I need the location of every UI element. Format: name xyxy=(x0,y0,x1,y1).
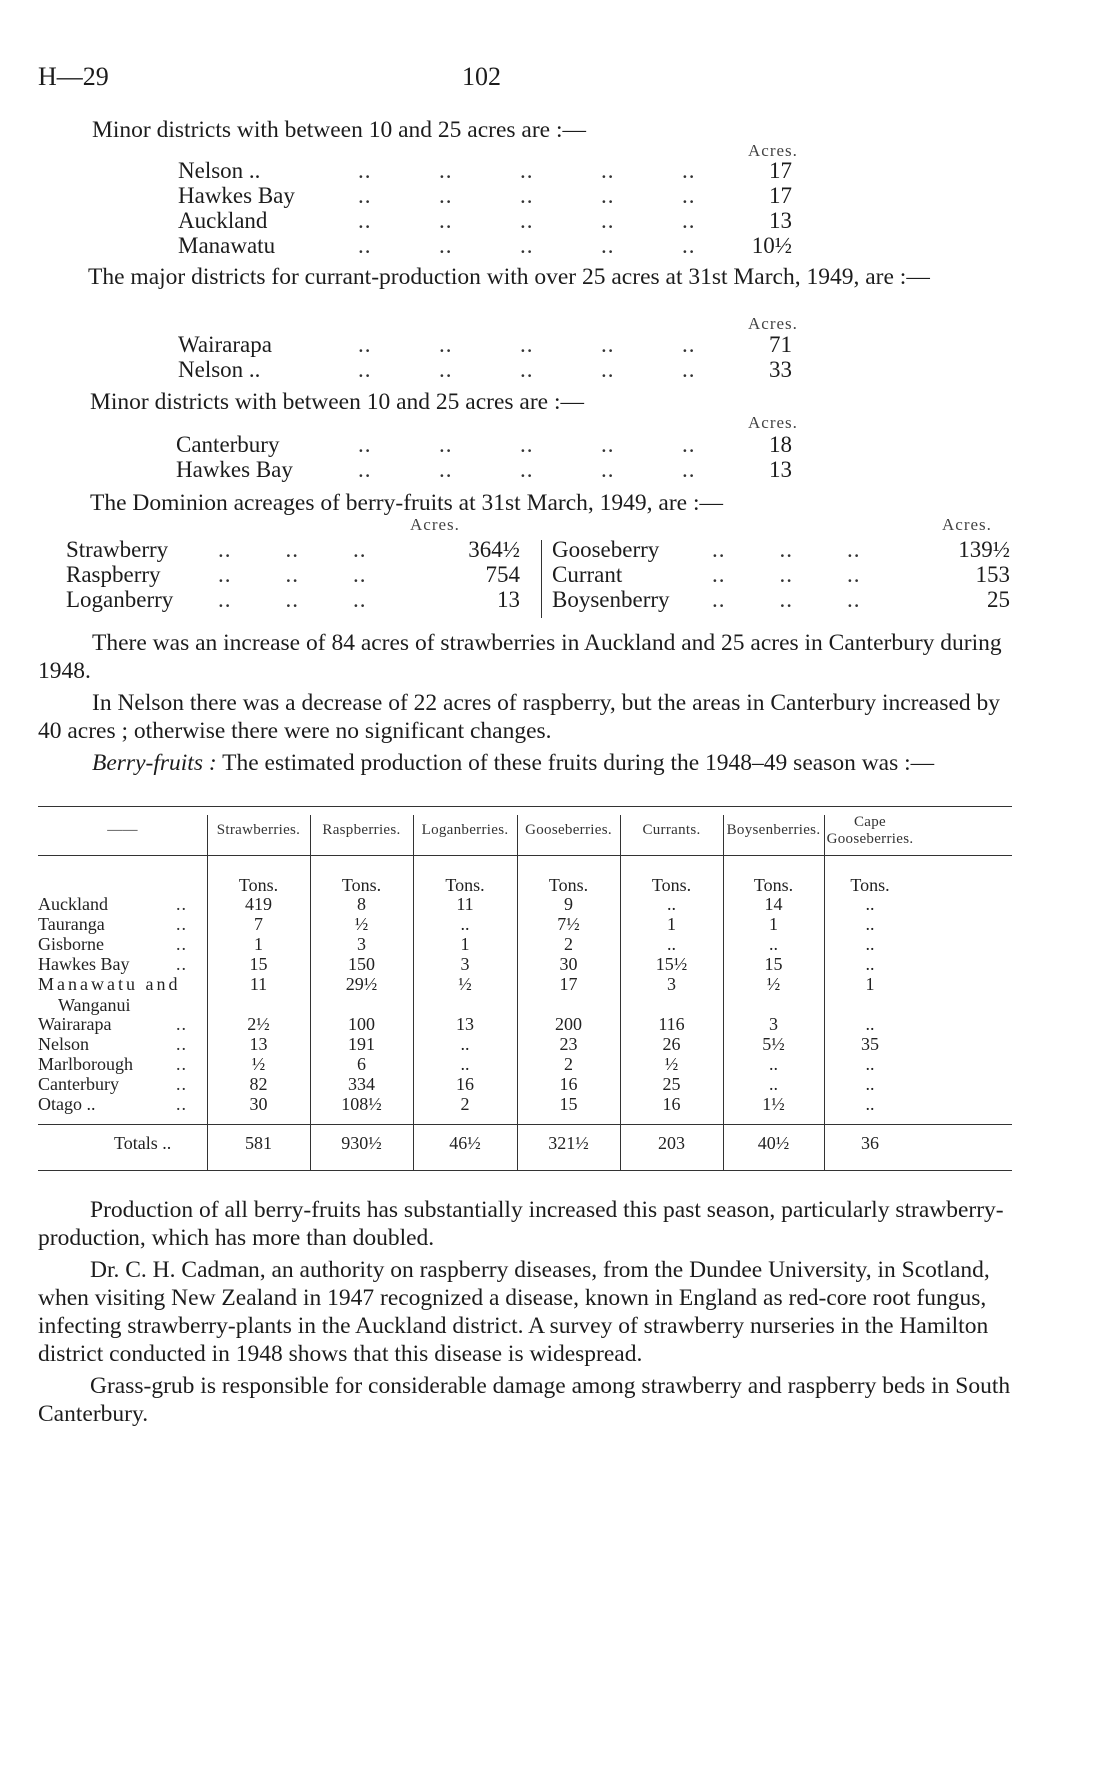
table-cell: .. xyxy=(769,934,778,954)
unit-label: Tons. xyxy=(238,875,279,895)
district-row xyxy=(178,357,818,384)
table-cell: .. xyxy=(460,1054,470,1074)
district-row xyxy=(178,183,818,210)
table-cell: 26 xyxy=(662,1034,681,1054)
district-name: Nelson .. xyxy=(178,357,261,382)
table-cell: 2 xyxy=(564,934,573,954)
district-name: Hawkes Bay xyxy=(176,457,293,482)
table-cell: 3 xyxy=(667,974,676,994)
table-cell: 11 xyxy=(456,894,474,914)
leader-dots: .. xyxy=(176,1014,187,1034)
section-intro: The major districts for currant-production with over 25 acres at 31st March, 1949, are :— xyxy=(88,264,930,290)
unit-heading-right: Acres. xyxy=(942,515,992,534)
district-name: Otago .. xyxy=(38,1094,96,1114)
page-number: 102 xyxy=(462,62,501,91)
acreage-row xyxy=(66,562,520,589)
report-code: H—29 xyxy=(38,62,109,91)
district-value: 18 xyxy=(769,432,792,457)
leader-dots: .. xyxy=(176,1074,187,1094)
leader-dots: .. xyxy=(176,934,187,954)
table-cell: 29½ xyxy=(345,974,378,994)
fruit-acres: 139½ xyxy=(958,537,1010,562)
district-value: 17 xyxy=(769,158,792,183)
fruit-name: Gooseberry xyxy=(552,537,660,562)
table-cell: 16 xyxy=(559,1074,578,1094)
unit-heading: Acres. xyxy=(748,314,798,333)
table-cell: .. xyxy=(865,954,875,974)
table-cell: 1 xyxy=(667,914,676,934)
table-cell: .. xyxy=(865,1094,875,1114)
table-cell: 3 xyxy=(769,1014,778,1034)
fruit-name: Boysenberry xyxy=(552,587,670,612)
unit-label: Tons. xyxy=(850,875,890,895)
leader-dots: .. .. .. .. .. xyxy=(358,332,696,357)
table-cell: ½ xyxy=(458,974,472,994)
leader-dots: .. .. .. .. .. xyxy=(358,357,696,382)
table-cell: 11 xyxy=(249,974,268,994)
table-cell: ½ xyxy=(251,1054,266,1074)
table-cell: 3 xyxy=(357,934,366,954)
table-cell: .. xyxy=(865,1014,875,1034)
table-cell: .. xyxy=(667,934,676,954)
column-header: Loganberries. xyxy=(421,822,509,838)
district-name: Marlborough xyxy=(38,1054,133,1074)
table-cell: .. xyxy=(865,1054,875,1074)
column-header: Boysenberries. xyxy=(726,822,821,838)
district-name: Wairarapa xyxy=(178,332,272,357)
total-cell: 581 xyxy=(245,1133,272,1153)
table-cell: 7 xyxy=(254,914,263,934)
district-row xyxy=(178,332,818,359)
table-cell: 13 xyxy=(456,1014,474,1034)
fruit-name: Raspberry xyxy=(66,562,161,587)
column-divider xyxy=(824,815,825,1170)
column-header: Gooseberries. xyxy=(525,822,612,838)
fruit-name: Currant xyxy=(552,562,623,587)
table-cell: .. xyxy=(769,1074,778,1094)
total-cell: 930½ xyxy=(341,1133,382,1153)
district-value: 17 xyxy=(769,183,792,208)
total-cell: 203 xyxy=(658,1133,685,1153)
totals-label: Totals .. xyxy=(114,1133,172,1153)
table-cell: 2½ xyxy=(247,1014,270,1034)
leader-dots: .. .. .. .. .. xyxy=(358,208,696,233)
table-cell: .. xyxy=(865,1074,875,1094)
district-name: Hawkes Bay xyxy=(178,183,295,208)
table-cell: ½ xyxy=(766,974,781,994)
column-header: Strawberries. xyxy=(216,822,301,838)
table-cell: 30 xyxy=(559,954,578,974)
district-row xyxy=(176,432,818,459)
dominion-intro: The Dominion acreages of berry-fruits at 31st March, 1949, are :— xyxy=(90,490,723,516)
fruit-acres: 13 xyxy=(497,587,520,612)
total-cell: 321½ xyxy=(548,1133,589,1153)
leader-dots: .. xyxy=(176,1094,187,1114)
leader-dots: .. .. .. .. .. xyxy=(358,183,696,208)
table-cell: 1 xyxy=(865,974,875,994)
paragraph: Grass-grub is responsible for considerable damage among strawberry and raspberry beds in South Canterbury. xyxy=(38,1373,1011,1427)
unit-heading: Acres. xyxy=(748,413,798,432)
table-cell: 1 xyxy=(769,914,778,934)
table-cell: 334 xyxy=(348,1074,375,1094)
section-intro: Minor districts with between 10 and 25 acres are :— xyxy=(92,117,587,143)
table-cell: .. xyxy=(460,914,470,934)
table-cell: 200 xyxy=(555,1014,582,1034)
district-row xyxy=(178,208,818,235)
table-top-rule xyxy=(38,806,1012,807)
table-cell: 1½ xyxy=(762,1094,785,1114)
district-name: Auckland xyxy=(178,208,268,233)
district-value: 13 xyxy=(769,208,792,233)
table-cell: 1 xyxy=(460,934,470,954)
leader-dots: .. .. .. xyxy=(218,562,367,587)
fruit-acres: 754 xyxy=(485,562,520,587)
table-cell: 15 xyxy=(764,954,783,974)
table-cell: 8 xyxy=(357,894,366,914)
paragraph-text: The estimated production of these fruits during the 1948–49 season was :— xyxy=(222,750,935,776)
table-cell: 14 xyxy=(764,894,783,914)
acreage-row xyxy=(552,537,1010,564)
table-cell: 16 xyxy=(456,1074,474,1094)
table-cell: .. xyxy=(667,894,676,914)
acreage-row xyxy=(66,587,520,614)
district-row xyxy=(176,457,818,484)
table-cell: 13 xyxy=(249,1034,268,1054)
fruit-acres: 25 xyxy=(987,587,1010,612)
unit-label: Tons. xyxy=(445,875,485,895)
unit-heading-left: Acres. xyxy=(410,515,460,534)
leader-dots: .. .. .. xyxy=(712,562,861,587)
district-name: Manawatu xyxy=(178,233,276,258)
paragraph: Dr. C. H. Cadman, an authority on raspberry diseases, from the Dundee University, in Scotland, when visiting New Zealand in 1947 recognized a disease, known in England as red-core root fungus, infecting strawberry-plants in the Auckland district. A survey of strawberry nurseries in the Hamilton district conducted in 1948 shows that this disease is widespread. xyxy=(38,1257,990,1367)
leader-dots: .. .. .. xyxy=(712,587,861,612)
table-cell: 2 xyxy=(564,1054,573,1074)
district-name: Nelson .. xyxy=(178,158,261,183)
table-bottom-rule xyxy=(38,1170,1012,1171)
table-cell: .. xyxy=(769,1054,778,1074)
table-cell: 15 xyxy=(249,954,268,974)
district-name: Canterbury xyxy=(176,432,280,457)
table-cell: 23 xyxy=(559,1034,578,1054)
table-cell: 9 xyxy=(564,894,573,914)
paragraph: Production of all berry-fruits has substantially increased this past season, particularly strawberry-production, which has more than doubled. xyxy=(38,1197,1004,1251)
column-header: Raspberries. xyxy=(322,822,401,838)
leader-dots: .. .. .. xyxy=(218,587,367,612)
table-cell: 35 xyxy=(861,1034,879,1054)
table-cell: 30 xyxy=(249,1094,268,1114)
table-cell: 16 xyxy=(662,1094,681,1114)
unit-label: Tons. xyxy=(548,875,589,895)
leader-dots: .. xyxy=(176,1054,187,1074)
district-name: Nelson xyxy=(38,1034,89,1054)
table-cell: .. xyxy=(865,914,875,934)
table-cell: 108½ xyxy=(341,1094,382,1114)
table-cell: .. xyxy=(865,894,875,914)
district-value: 10½ xyxy=(751,233,792,258)
district-value: 13 xyxy=(769,457,792,482)
district-name: Wairarapa xyxy=(38,1014,112,1034)
district-name: Canterbury xyxy=(38,1074,119,1094)
table-cell: 2 xyxy=(460,1094,470,1114)
table-cell: 3 xyxy=(460,954,470,974)
district-name: Tauranga xyxy=(38,914,105,934)
leader-dots: .. .. .. .. .. xyxy=(358,432,696,457)
table-cell: 7½ xyxy=(557,914,580,934)
district-name: Auckland xyxy=(38,894,108,914)
paragraph xyxy=(38,749,1028,777)
unit-label: Tons. xyxy=(753,875,794,895)
table-cell: .. xyxy=(460,1034,470,1054)
table-totals-rule xyxy=(38,1124,1012,1125)
fruit-name: Strawberry xyxy=(66,537,169,562)
fruit-acres: 364½ xyxy=(468,537,520,562)
table-cell: 116 xyxy=(658,1014,685,1034)
leader-dots: .. xyxy=(176,914,187,934)
unit-label: Tons. xyxy=(651,875,692,895)
table-cell: 100 xyxy=(348,1014,375,1034)
district-name: Hawkes Bay xyxy=(38,954,130,974)
leader-dots: .. .. .. xyxy=(712,537,861,562)
column-header: Currants. xyxy=(642,822,701,838)
table-cell: 15 xyxy=(559,1094,578,1114)
fruit-acres: 153 xyxy=(975,562,1010,587)
table-cell: ½ xyxy=(354,914,369,934)
table-cell: 191 xyxy=(348,1034,375,1054)
table-cell: 15½ xyxy=(655,954,688,974)
leader-dots: .. xyxy=(176,1034,187,1054)
district-name: Gisborne xyxy=(38,934,104,954)
district-name: Manawatu and Wanganui xyxy=(38,974,181,1015)
leader-dots: .. xyxy=(176,954,187,974)
district-value: 33 xyxy=(769,357,792,382)
table-cell: 5½ xyxy=(762,1034,785,1054)
leader-dots: .. xyxy=(176,894,187,914)
fruit-name: Loganberry xyxy=(66,587,174,612)
table-header-rule xyxy=(38,855,1012,856)
leader-dots: .. .. .. .. .. xyxy=(358,233,696,258)
table-cell: 419 xyxy=(245,894,272,914)
acreage-row xyxy=(552,562,1010,589)
table-cell: ½ xyxy=(664,1054,679,1074)
acreage-row xyxy=(552,587,1010,614)
section-intro: Minor districts with between 10 and 25 acres are :— xyxy=(90,389,585,415)
unit-label: Tons. xyxy=(341,875,382,895)
total-cell: 46½ xyxy=(449,1133,481,1153)
leader-dots: .. .. .. xyxy=(218,537,367,562)
paragraph-lead: Berry-fruits : xyxy=(92,750,217,776)
leader-dots: .. .. .. .. .. xyxy=(358,158,696,183)
district-row xyxy=(178,233,818,260)
district-value: 71 xyxy=(769,332,792,357)
acreage-row xyxy=(66,537,520,564)
table-cell: 82 xyxy=(249,1074,268,1094)
table-cell: .. xyxy=(865,934,875,954)
district-row xyxy=(178,158,818,185)
leader-dots: .. .. .. .. .. xyxy=(358,457,696,482)
table-cell: 6 xyxy=(357,1054,366,1074)
column-header-corner: —— xyxy=(107,822,138,838)
paragraph: In Nelson there was a decrease of 22 acres of raspberry, but the areas in Canterbury increased by 40 acres ; otherwise there were no significant changes. xyxy=(38,690,1001,744)
table-cell: 25 xyxy=(662,1074,681,1094)
total-cell: 36 xyxy=(861,1133,879,1153)
total-cell: 40½ xyxy=(757,1133,790,1153)
column-divider xyxy=(541,540,542,618)
table-cell: 1 xyxy=(254,934,263,954)
paragraph: There was an increase of 84 acres of strawberries in Auckland and 25 acres in Canterbury during 1948. xyxy=(38,630,1002,684)
table-cell: 150 xyxy=(348,954,375,974)
unit-heading: Acres. xyxy=(748,141,798,160)
column-header: Cape Gooseberries. xyxy=(826,814,914,847)
table-cell: 17 xyxy=(559,974,578,994)
